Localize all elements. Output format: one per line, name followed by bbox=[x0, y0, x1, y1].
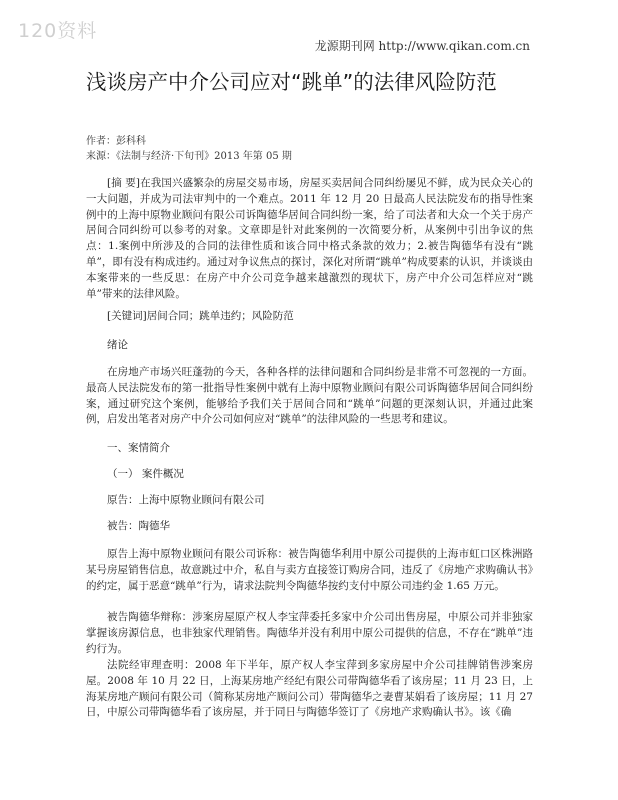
subsection1-heading-block bbox=[86, 467, 533, 483]
defendant-argument-block bbox=[86, 610, 533, 657]
defendant-line: 被告：陶德华 bbox=[107, 520, 170, 532]
court-finding-block bbox=[86, 658, 533, 721]
plaintiff-claim: 原告上海中原物业顾问有限公司诉称：被告陶德华利用中原公司提供的上海市虹口区株洲路某号房屋销售信息，故意跳过中介，私自与卖方直接签订购房合同，违反了《房地产求购确认书》的约定，属于恶意“跳单”行为，请求法院判令陶德华按约支付中原公司违约金 1.65 万元。 bbox=[86, 548, 533, 592]
keywords-block bbox=[86, 309, 533, 325]
article-author: 作者：彭科科 bbox=[86, 136, 146, 147]
section1-heading: 一、案情简介 bbox=[107, 442, 170, 454]
abstract-text: [摘 要]在我国兴盛繁杂的房屋交易市场，房屋买卖居间合同纠纷屡见不鲜，成为民众关心的一大问题，并成为司法审判中的一个难点。2011 年 12 月 20 日最高人民法院发布的指导性案例中的上海中原物业顾问有限公司诉陶德华居间合同纠纷一案，给了司法者和大众一个关于房产居间合同纠纷可以参考的对象。文章即是针对此案例的一次简要分析，从案例中引出争议的焦点：1.案例中所涉及的合同的法律性质和该合同中格式条款的效力；2.被告陶德华有没有“跳单”，即有没有构成违约。通过对争议焦点的探讨，深化对所谓“跳单”构成要素的认识，并谈谈由本案带来的一些反思：在房产中介公司竞争越来越激烈的现状下，房产中介公司怎样应对“跳单”带来的法律风险。 bbox=[86, 177, 533, 300]
article-title: 浅谈房产中介公司应对“跳单”的法律风险防范 bbox=[86, 70, 497, 94]
intro-paragraph: 在房地产市场兴旺蓬勃的今天，各种各样的法律问题和合同纠纷是非常不可忽视的一方面。最高人民法院发布的第一批指导性案例中就有上海中原物业顾问有限公司诉陶德华居间合同纠纷案，通过研究这个案例，能够给予我们关于居间合同和“跳单”问题的更深刻认识，并通过此案例，启发出笔者对房产中介公司如何应对“跳单”的法律风险的一些思考和建议。 bbox=[86, 366, 533, 426]
plaintiff-claim-block bbox=[86, 547, 533, 594]
watermark-logo: 120资料 bbox=[18, 20, 98, 42]
keywords-text: [关键词]居间合同；跳单违约；风险防范 bbox=[107, 310, 294, 322]
intro-heading-block bbox=[86, 338, 533, 354]
intro-section bbox=[86, 365, 533, 428]
section1-heading-block bbox=[86, 441, 533, 457]
defendant-block bbox=[86, 519, 533, 535]
plaintiff-block bbox=[86, 493, 533, 509]
article-source: 来源：《法制与经济·下旬刊》2013 年第 05 期 bbox=[86, 151, 292, 162]
abstract bbox=[86, 176, 533, 302]
plaintiff-line: 原告：上海中原物业顾问有限公司 bbox=[107, 494, 265, 506]
header-source-line: 龙源期刊网 http://www.qikan.com.cn bbox=[314, 39, 530, 53]
subsection1-heading: （一） 案件概况 bbox=[107, 468, 184, 480]
court-finding: 法院经审理查明：2008 年下半年，原产权人李宝萍到多家房屋中介公司挂牌销售涉案房屋。2008 年 10 月 22 日，上海某房地产经纪有限公司带陶德华看了该房屋；11 月 23 日，上海某房地产顾问有限公司（简称某房地产顾问公司）带陶德华之妻曹某娟看了该房屋；11 月 27 日，中原公司带陶德华看了该房屋，并于同日与陶德华签订了《房地产求购确认书》。该《确 bbox=[86, 659, 533, 719]
defendant-argument: 被告陶德华辩称：涉案房屋原产权人李宝萍委托多家中介公司出售房屋，中原公司并非独家掌握该房源信息，也非独家代理销售。陶德华并没有利用中原公司提供的信息，不存在“跳单”违约行为。 bbox=[86, 611, 533, 655]
intro-heading: 绪论 bbox=[107, 339, 128, 351]
